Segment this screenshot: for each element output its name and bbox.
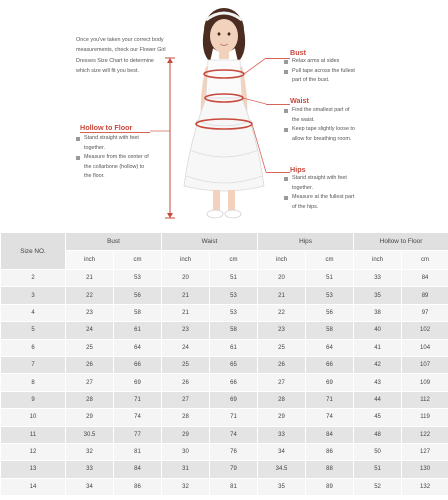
table-cell: 51 — [354, 461, 402, 478]
hips-header: Hips — [258, 233, 354, 251]
hips-line-2: together. — [292, 184, 313, 191]
measurement-guide — [0, 0, 448, 232]
hips-instructions — [284, 174, 384, 212]
table-cell: 102 — [402, 322, 448, 339]
table-cell: 71 — [306, 391, 354, 408]
hollow-line-4: the collarbone (hollow) to — [84, 163, 145, 170]
unit-cm: cm — [210, 251, 258, 270]
table-cell: 30 — [162, 443, 210, 460]
unit-inch: inch — [354, 251, 402, 270]
table-row — [1, 409, 448, 426]
bust-instructions — [284, 57, 384, 86]
bust-title: Bust — [290, 48, 306, 57]
table-cell: 74 — [114, 409, 162, 426]
table-row — [1, 461, 448, 478]
table-cell: 65 — [210, 356, 258, 373]
intro-text: Once you've taken your correct body measurements, check our Flower Girl Dresses Size Chart to determine which size will fit you best. — [76, 37, 166, 75]
table-cell: 10 — [1, 409, 66, 426]
table-cell: 27 — [258, 374, 306, 391]
table-cell: 26 — [162, 374, 210, 391]
size-rows — [1, 270, 448, 496]
table-cell: 66 — [306, 356, 354, 373]
table-cell: 21 — [162, 287, 210, 304]
hollow-line-2: together. — [84, 144, 105, 151]
table-cell: 21 — [66, 270, 114, 287]
table-cell: 34 — [258, 443, 306, 460]
table-cell: 33 — [258, 426, 306, 443]
table-cell: 53 — [210, 304, 258, 321]
table-cell: 86 — [114, 478, 162, 495]
bust-line-2: Pull tape across the fullest — [284, 67, 384, 77]
table-row — [1, 322, 448, 339]
hollow-line-5: the floor. — [84, 173, 105, 180]
table-cell: 77 — [114, 426, 162, 443]
table-cell: 84 — [306, 426, 354, 443]
table-cell: 25 — [162, 356, 210, 373]
table-cell: 61 — [210, 339, 258, 356]
waist-divider — [266, 104, 290, 105]
table-cell: 53 — [306, 287, 354, 304]
table-cell: 25 — [258, 339, 306, 356]
table-cell: 89 — [402, 287, 448, 304]
table-row — [1, 287, 448, 304]
table-cell: 66 — [114, 356, 162, 373]
table-cell: 26 — [258, 356, 306, 373]
hips-title: Hips — [290, 165, 306, 174]
waist-line-4: allow for breathing room. — [292, 135, 352, 142]
size-chart-table — [0, 232, 448, 496]
table-cell: 14 — [1, 478, 66, 495]
table-cell: 29 — [258, 409, 306, 426]
table-cell: 127 — [402, 443, 448, 460]
table-cell: 132 — [402, 478, 448, 495]
table-cell: 28 — [258, 391, 306, 408]
table-cell: 40 — [354, 322, 402, 339]
waist-line-3: Keep tape slightly loose to — [284, 125, 384, 135]
table-cell: 35 — [258, 478, 306, 495]
unit-inch: inch — [162, 251, 210, 270]
table-cell: 53 — [114, 270, 162, 287]
size-header: Size NO. — [1, 233, 66, 270]
table-cell: 9 — [1, 391, 66, 408]
hollow-instructions — [76, 134, 168, 182]
table-cell: 58 — [306, 322, 354, 339]
hollow-title: Hollow to Floor — [80, 123, 133, 132]
table-cell: 6 — [1, 339, 66, 356]
bust-line-3: part of the bust. — [292, 77, 330, 84]
table-cell: 107 — [402, 356, 448, 373]
waist-instructions — [284, 106, 384, 144]
table-cell: 24 — [162, 339, 210, 356]
table-cell: 74 — [306, 409, 354, 426]
waist-line-2: the waist. — [292, 116, 315, 123]
table-row — [1, 356, 448, 373]
hollow-header: Hollow to Floor — [354, 233, 448, 251]
table-cell: 51 — [306, 270, 354, 287]
unit-cm: cm — [402, 251, 448, 270]
table-cell: 24 — [66, 322, 114, 339]
table-cell: 20 — [162, 270, 210, 287]
table-cell: 104 — [402, 339, 448, 356]
table-cell: 58 — [210, 322, 258, 339]
table-cell: 22 — [258, 304, 306, 321]
table-cell: 3 — [1, 287, 66, 304]
table-cell: 84 — [114, 461, 162, 478]
bust-header: Bust — [66, 233, 162, 251]
bust-line-1: Relax arms at sides — [284, 57, 384, 67]
table-cell: 122 — [402, 426, 448, 443]
table-cell: 21 — [162, 304, 210, 321]
table-cell: 22 — [66, 287, 114, 304]
hips-line-4: of the hips. — [292, 203, 319, 210]
table-cell: 25 — [66, 339, 114, 356]
table-cell: 130 — [402, 461, 448, 478]
table-cell: 86 — [306, 443, 354, 460]
waist-title: Waist — [290, 96, 309, 105]
table-row — [1, 391, 448, 408]
table-cell: 84 — [402, 270, 448, 287]
hips-line-1: Stand straight with feet — [284, 174, 384, 184]
table-cell: 4 — [1, 304, 66, 321]
hollow-line-3: Measure from the center of — [76, 153, 168, 163]
waist-header: Waist — [162, 233, 258, 251]
table-cell: 97 — [402, 304, 448, 321]
table-row — [1, 443, 448, 460]
table-cell: 29 — [66, 409, 114, 426]
table-cell: 32 — [66, 443, 114, 460]
table-cell: 20 — [258, 270, 306, 287]
table-cell: 81 — [114, 443, 162, 460]
table-cell: 81 — [210, 478, 258, 495]
table-cell: 7 — [1, 356, 66, 373]
table-cell: 56 — [306, 304, 354, 321]
table-cell: 23 — [162, 322, 210, 339]
table-cell: 52 — [354, 478, 402, 495]
table-cell: 31 — [162, 461, 210, 478]
table-cell: 41 — [354, 339, 402, 356]
table-cell: 28 — [162, 409, 210, 426]
table-cell: 53 — [210, 287, 258, 304]
unit-inch: inch — [258, 251, 306, 270]
table-cell: 71 — [210, 409, 258, 426]
table-row — [1, 478, 448, 495]
table-cell: 29 — [162, 426, 210, 443]
table-cell: 21 — [258, 287, 306, 304]
table-cell: 79 — [210, 461, 258, 478]
unit-cm: cm — [114, 251, 162, 270]
table-cell: 27 — [66, 374, 114, 391]
hips-line-3: Measure at the fullest part — [284, 193, 384, 203]
hips-divider — [266, 172, 290, 173]
table-cell: 45 — [354, 409, 402, 426]
table-cell: 50 — [354, 443, 402, 460]
table-cell: 23 — [258, 322, 306, 339]
table-cell: 43 — [354, 374, 402, 391]
table-row — [1, 374, 448, 391]
table-cell: 33 — [66, 461, 114, 478]
waist-line-1: Find the smallest part of — [284, 106, 384, 116]
table-row — [1, 304, 448, 321]
table-cell: 119 — [402, 409, 448, 426]
table-cell: 38 — [354, 304, 402, 321]
table-cell: 58 — [114, 304, 162, 321]
table-cell: 69 — [210, 391, 258, 408]
table-cell: 112 — [402, 391, 448, 408]
table-cell: 69 — [306, 374, 354, 391]
table-cell: 69 — [114, 374, 162, 391]
table-cell: 66 — [210, 374, 258, 391]
table-cell: 11 — [1, 426, 66, 443]
table-cell: 34.5 — [258, 461, 306, 478]
table-cell: 76 — [210, 443, 258, 460]
table-cell: 44 — [354, 391, 402, 408]
hollow-divider — [80, 132, 150, 133]
table-cell: 33 — [354, 270, 402, 287]
table-cell: 5 — [1, 322, 66, 339]
table-cell: 71 — [114, 391, 162, 408]
table-cell: 74 — [210, 426, 258, 443]
table-cell: 109 — [402, 374, 448, 391]
table-row — [1, 426, 448, 443]
table-cell: 13 — [1, 461, 66, 478]
table-cell: 64 — [114, 339, 162, 356]
table-cell: 89 — [306, 478, 354, 495]
table-cell: 23 — [66, 304, 114, 321]
table-row — [1, 339, 448, 356]
table-cell: 27 — [162, 391, 210, 408]
unit-inch: inch — [66, 251, 114, 270]
table-cell: 12 — [1, 443, 66, 460]
hollow-line-1: Stand straight with feet — [76, 134, 168, 144]
table-cell: 51 — [210, 270, 258, 287]
table-cell: 61 — [114, 322, 162, 339]
table-cell: 28 — [66, 391, 114, 408]
table-cell: 88 — [306, 461, 354, 478]
table-cell: 8 — [1, 374, 66, 391]
table-cell: 42 — [354, 356, 402, 373]
table-cell: 2 — [1, 270, 66, 287]
table-cell: 35 — [354, 287, 402, 304]
table-cell: 64 — [306, 339, 354, 356]
table-cell: 34 — [66, 478, 114, 495]
table-cell: 48 — [354, 426, 402, 443]
table-cell: 30.5 — [66, 426, 114, 443]
table-row — [1, 270, 448, 287]
table-cell: 56 — [114, 287, 162, 304]
table-cell: 26 — [66, 356, 114, 373]
unit-cm: cm — [306, 251, 354, 270]
table-cell: 32 — [162, 478, 210, 495]
